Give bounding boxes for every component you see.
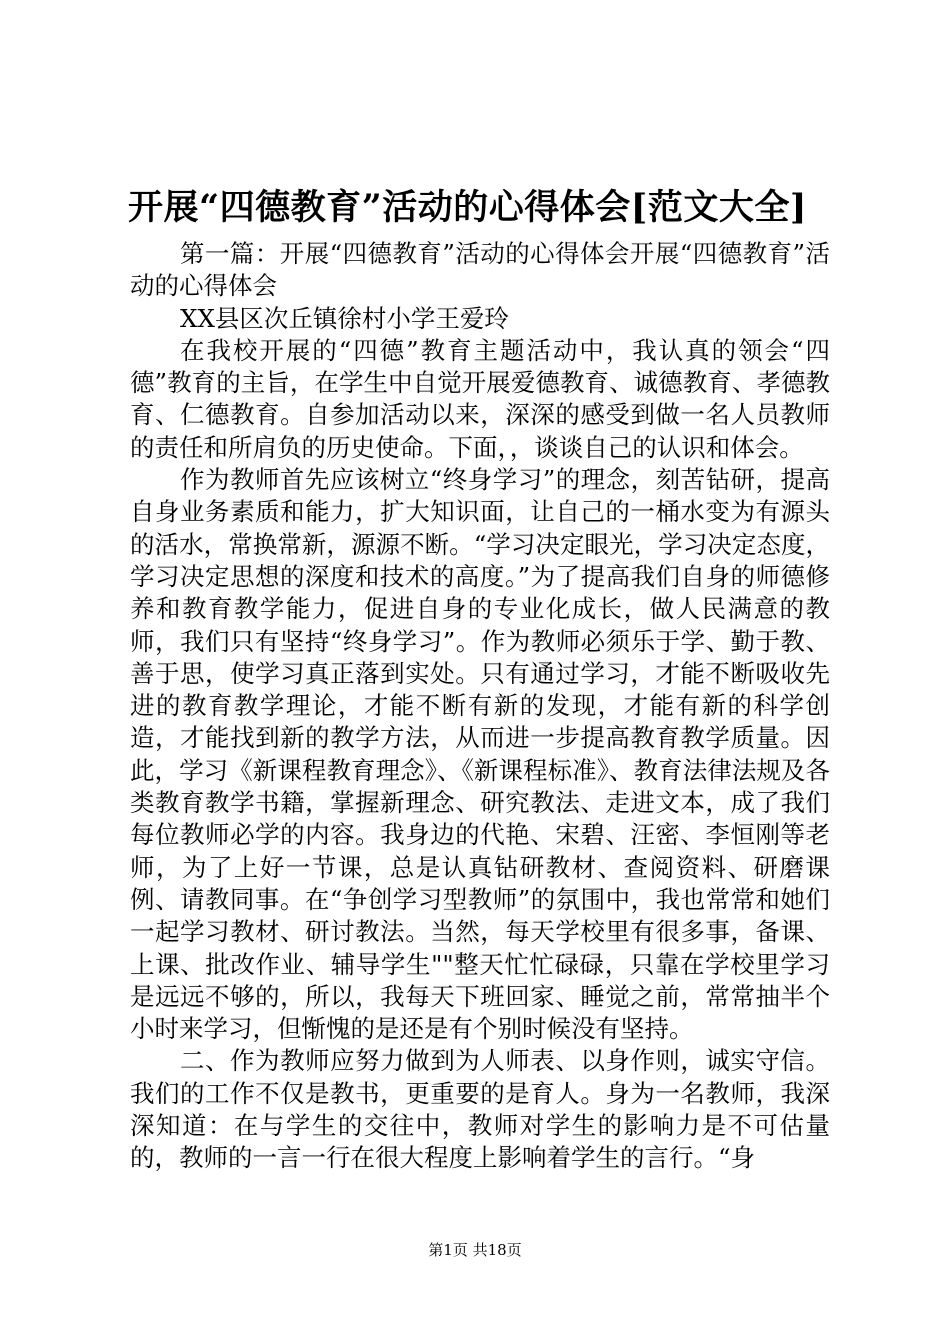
paragraph-intro: 第一篇：开展“四德教育”活动的心得体会开展“四德教育”活动的心得体会 bbox=[130, 239, 830, 301]
paragraph-opening: 在我校开展的“四德”教育主题活动中，我认真的领会“四德”教育的主旨，在学生中自觉开展爱德教育、诚德教育、孝德教育、仁德教育。自参加活动以来，深深的感受到做一名人员教师的责任和所肩负的历史使命。下面，，谈谈自己的认识和体会。 bbox=[130, 335, 830, 462]
paragraph-lifelong-learning: 作为教师首先应该树立“终身学习”的理念，刻苦钻研，提高自身业务素质和能力，扩大知识面，让自己的一桶水变为有源头的活水，常换常新，源源不断。“学习决定眼光，学习决定态度，学习决定思想的深度和技术的高度。”为了提高我们自身的师德修养和教育教学能力，促进自身的专业化成长，做人民满意的教师，我们只有坚持“终身学习”。作为教师必须乐于学、勤于教、善于思，使学习真正落到实处。只有通过学习，才能不断吸收先进的教育教学理论，才能不断有新的发现，才能有新的科学创造，才能找到新的教学方法，从而进一步提高教育教学质量。因此，学习《新课程教育理念》、《新课程标准》、教育法律法规及各类教育教学书籍，掌握新理念、研究教法、走进文本，成了我们每位教师必学的内容。我身边的代艳、宋碧、汪密、李恒刚等老师，为了上好一节课，总是认真钻研教材、查阅资料、研磨课例、请教同事。在“争创学习型教师”的氛围中，我也常常和她们一起学习教材、研讨教法。当然，每天学校里有很多事，备课、上课、批改作业、辅导学生""整天忙忙碌碌，只靠在学校里学习是远远不够的，所以，我每天下班回家、睡觉之前，常常抽半个小时来学习，但惭愧的是还是有个别时候没有坚持。 bbox=[130, 465, 830, 1044]
document-title: 开展“四德教育”活动的心得体会[范文大全] bbox=[128, 187, 807, 228]
paragraph-author: XX县区次丘镇徐村小学王爱玲 bbox=[180, 303, 509, 333]
document-body bbox=[130, 238, 830, 1175]
paragraph-role-model: 二、作为教师应努力做到为人师表、以身作则，诚实守信。我们的工作不仅是教书，更重要的是育人。身为一名教师，我深深知道：在与学生的交往中，教师对学生的影响力是不可估量的，教师的一言一行在很大程度上影响着学生的言行。“身 bbox=[130, 1046, 830, 1173]
page-footer: 第1页 共18页 bbox=[428, 1241, 522, 1259]
